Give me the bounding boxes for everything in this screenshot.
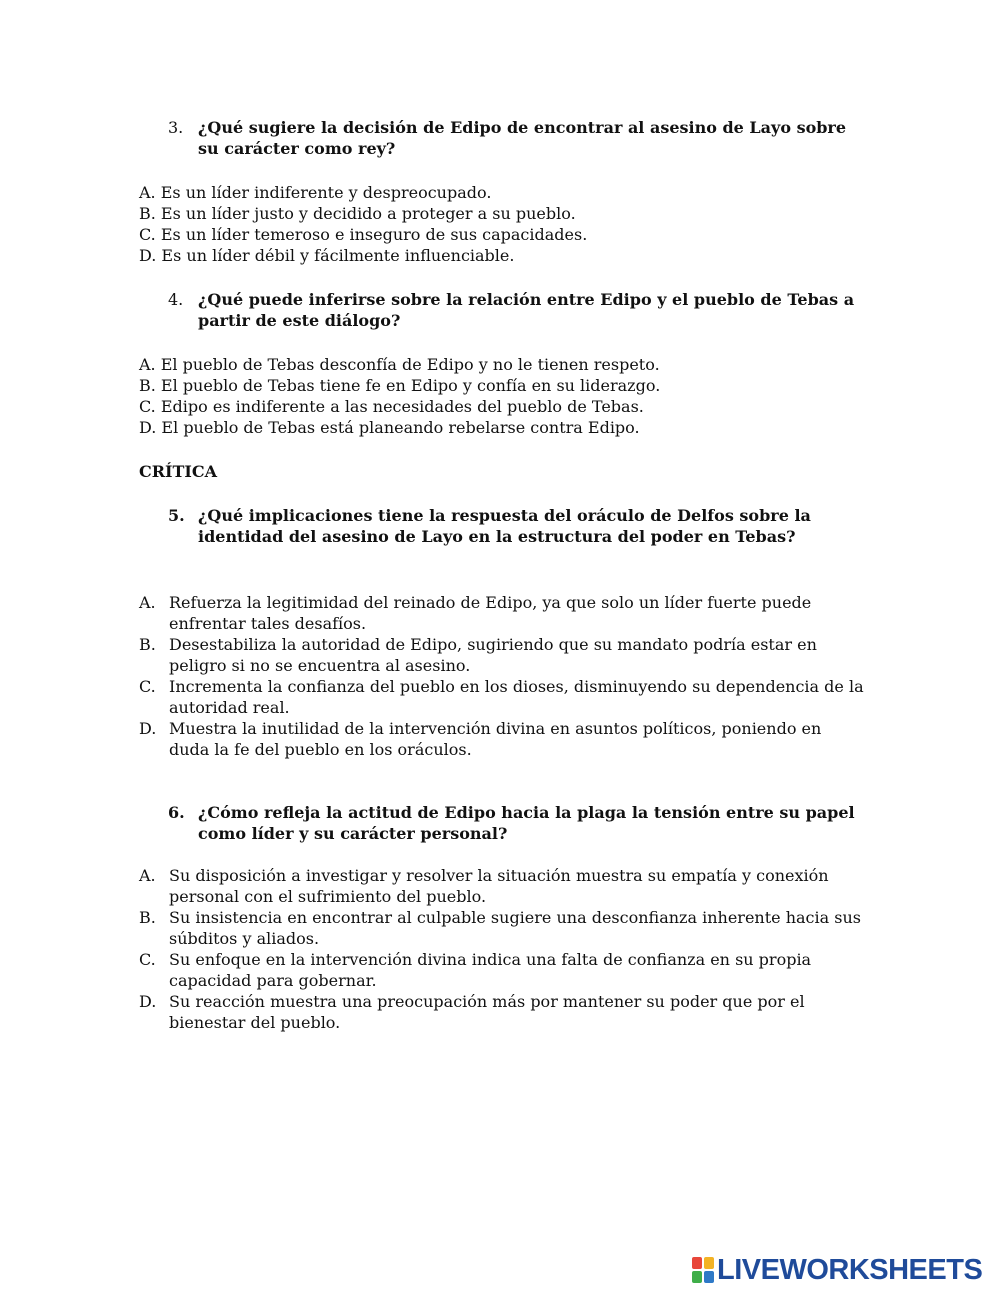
option-letter: A.	[139, 593, 156, 612]
question-number: 5.	[168, 506, 185, 525]
section-heading: CRÍTICA	[139, 462, 218, 481]
option-a[interactable]	[139, 592, 864, 634]
option-letter: C.	[139, 950, 156, 969]
option-d[interactable]	[139, 991, 864, 1033]
option-b[interactable]	[139, 634, 864, 676]
option-c[interactable]	[139, 676, 864, 718]
option-letter: B.	[139, 908, 156, 927]
option-text: Incrementa la confianza del pueblo en los dioses, disminuyendo su dependencia de la autoridad real.	[169, 677, 864, 717]
question-4	[168, 289, 868, 331]
option-letter: D.	[139, 719, 157, 738]
logo-block-yellow	[704, 1257, 714, 1269]
question-4-options	[139, 354, 879, 438]
question-text: ¿Qué sugiere la decisión de Edipo de encontrar al asesino de Layo sobre su carácter como rey?	[198, 118, 847, 158]
option-d[interactable]: D. El pueblo de Tebas está planeando rebelarse contra Edipo.	[139, 418, 640, 437]
brand-name: LIVEWORKSHEETS	[717, 1253, 983, 1286]
option-letter: D.	[139, 992, 157, 1011]
logo-block-red	[692, 1257, 702, 1269]
option-text: Desestabiliza la autoridad de Edipo, sugiriendo que su mandato podría estar en peligro si no se encuentra al asesino.	[169, 635, 817, 675]
option-b[interactable]: B. El pueblo de Tebas tiene fe en Edipo y confía en su liderazgo.	[139, 376, 661, 395]
option-letter: C.	[139, 677, 156, 696]
logo-block-blue	[704, 1271, 714, 1283]
question-6	[168, 802, 868, 844]
option-c[interactable]: C. Edipo es indiferente a las necesidades del pueblo de Tebas.	[139, 397, 644, 416]
liveworksheets-brand[interactable]	[692, 1254, 982, 1286]
option-text: Su reacción muestra una preocupación más por mantener su poder que por el bienestar del pueblo.	[169, 992, 805, 1032]
question-3-options	[139, 182, 879, 266]
option-letter: A.	[139, 866, 156, 885]
question-5-options	[139, 592, 864, 760]
option-a[interactable]: A. Es un líder indiferente y despreocupado.	[139, 183, 492, 202]
option-letter: B.	[139, 635, 156, 654]
option-b[interactable]	[139, 907, 864, 949]
option-a[interactable]	[139, 865, 864, 907]
option-d[interactable]	[139, 718, 864, 760]
question-text: ¿Cómo refleja la actitud de Edipo hacia la plaga la tensión entre su papel como líder y su carácter personal?	[198, 803, 855, 843]
question-3	[168, 117, 868, 159]
question-text: ¿Qué implicaciones tiene la respuesta del oráculo de Delfos sobre la identidad del asesino de Layo en la estructura del poder en Tebas?	[198, 506, 811, 546]
option-c[interactable]: C. Es un líder temeroso e inseguro de sus capacidades.	[139, 225, 588, 244]
option-text: Su enfoque en la intervención divina indica una falta de confianza en su propia capacidad para gobernar.	[169, 950, 812, 990]
option-a[interactable]: A. El pueblo de Tebas desconfía de Edipo y no le tienen respeto.	[139, 355, 660, 374]
question-6-options	[139, 865, 864, 1033]
liveworksheets-logo-icon	[692, 1257, 714, 1283]
question-number: 6.	[168, 803, 185, 822]
option-text: Refuerza la legitimidad del reinado de Edipo, ya que solo un líder fuerte puede enfrentar tales desafíos.	[169, 593, 812, 633]
option-text: Su insistencia en encontrar al culpable sugiere una desconfianza inherente hacia sus súbditos y aliados.	[169, 908, 861, 948]
question-number: 3.	[168, 118, 184, 137]
question-text: ¿Qué puede inferirse sobre la relación entre Edipo y el pueblo de Tebas a partir de este diálogo?	[198, 290, 855, 330]
option-text: Su disposición a investigar y resolver la situación muestra su empatía y conexión personal con el sufrimiento del pueblo.	[169, 866, 829, 906]
option-text: Muestra la inutilidad de la intervención divina en asuntos políticos, poniendo en duda la fe del pueblo en los oráculos.	[169, 719, 822, 759]
question-number: 4.	[168, 290, 184, 309]
option-c[interactable]	[139, 949, 864, 991]
logo-block-green	[692, 1271, 702, 1283]
question-5	[168, 505, 868, 547]
option-d[interactable]: D. Es un líder débil y fácilmente influenciable.	[139, 246, 515, 265]
option-b[interactable]: B. Es un líder justo y decidido a proteger a su pueblo.	[139, 204, 576, 223]
